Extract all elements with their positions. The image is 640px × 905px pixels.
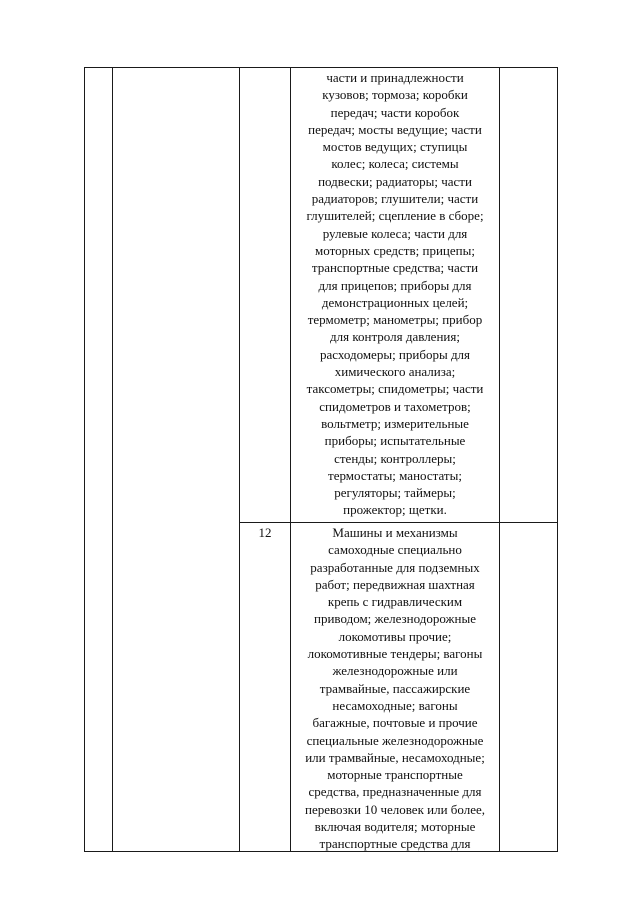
text-line: транспортные средства для bbox=[319, 836, 471, 852]
text-line: мостов ведущих; ступицы bbox=[322, 139, 468, 155]
text-line: вольтметр; измерительные bbox=[321, 415, 469, 431]
text-line: передач; мосты ведущие; части bbox=[308, 121, 482, 137]
text-line: Машины и механизмы bbox=[332, 525, 458, 540]
text-line: спидометров и тахометров; bbox=[319, 398, 471, 414]
table-left-border bbox=[84, 67, 85, 852]
text-line: кузовов; тормоза; коробки bbox=[322, 87, 468, 103]
text-line: работ; передвижная шахтная bbox=[315, 576, 475, 592]
text-line: регуляторы; таймеры; bbox=[334, 485, 456, 501]
text-line: рулевые колеса; части для bbox=[322, 225, 468, 241]
text-line: стенды; контроллеры; bbox=[334, 450, 456, 466]
column-divider-4 bbox=[499, 67, 500, 852]
text-line: моторных средств; прицепы; bbox=[315, 242, 475, 258]
goods-description-cell bbox=[291, 524, 499, 853]
text-line: багажные, почтовые и прочие bbox=[312, 715, 478, 731]
text-line: железнодорожные или bbox=[332, 663, 458, 679]
text-line: локомотивы прочие; bbox=[338, 628, 452, 644]
text-line: для прицепов; приборы для bbox=[318, 277, 472, 293]
text-line: передач; части коробок bbox=[330, 104, 460, 120]
column-divider-2 bbox=[239, 67, 240, 852]
text-line: радиаторов; глушители; части bbox=[311, 191, 479, 207]
text-line: или трамвайные, несамоходные; bbox=[305, 749, 485, 765]
text-line: транспортные средства; части bbox=[311, 260, 479, 276]
text-line: химического анализа; bbox=[334, 364, 456, 380]
text-line: локомотивные тендеры; вагоны bbox=[307, 646, 483, 662]
table-right-border bbox=[557, 67, 558, 852]
text-line: приводом; железнодорожные bbox=[314, 611, 476, 627]
text-line: перевозки 10 человек или более, bbox=[304, 801, 486, 817]
text-line: приборы; испытательные bbox=[324, 433, 466, 449]
text-line: термометр; манометры; прибор bbox=[307, 312, 483, 328]
row-number-cell: 12 bbox=[258, 525, 272, 540]
text-line: таксометры; спидометры; части bbox=[306, 381, 484, 397]
text-line: расходомеры; приборы для bbox=[319, 346, 471, 362]
table-top-border bbox=[84, 67, 558, 68]
table-row-divider bbox=[239, 522, 558, 523]
text-line: прожектор; щетки. bbox=[343, 502, 447, 518]
text-line: самоходные специально bbox=[328, 542, 462, 558]
text-line: специальные железнодорожные bbox=[306, 732, 484, 748]
text-line: разработанные для подземных bbox=[310, 559, 480, 575]
text-line: крепь с гидравлическим bbox=[327, 594, 463, 610]
text-line: трамвайные, пассажирские bbox=[319, 680, 471, 696]
column-divider-1 bbox=[112, 67, 113, 852]
text-line: включая водителя; моторные bbox=[314, 819, 476, 835]
text-line: демонстрационных целей; bbox=[321, 294, 469, 310]
text-line: колес; колеса; системы bbox=[331, 156, 459, 172]
text-line: глушителей; сцепление в сборе; bbox=[306, 208, 484, 224]
text-line: подвески; радиаторы; части bbox=[318, 173, 472, 189]
text-line: термостаты; маностаты; bbox=[328, 467, 462, 483]
text-line: моторные транспортные bbox=[327, 767, 463, 783]
text-line: для контроля давления; bbox=[330, 329, 460, 345]
text-line: части и принадлежности bbox=[326, 70, 464, 85]
text-line: несамоходные; вагоны bbox=[332, 697, 458, 713]
text-line: средства, предназначенные для bbox=[308, 784, 482, 800]
goods-description-cell bbox=[291, 69, 499, 519]
